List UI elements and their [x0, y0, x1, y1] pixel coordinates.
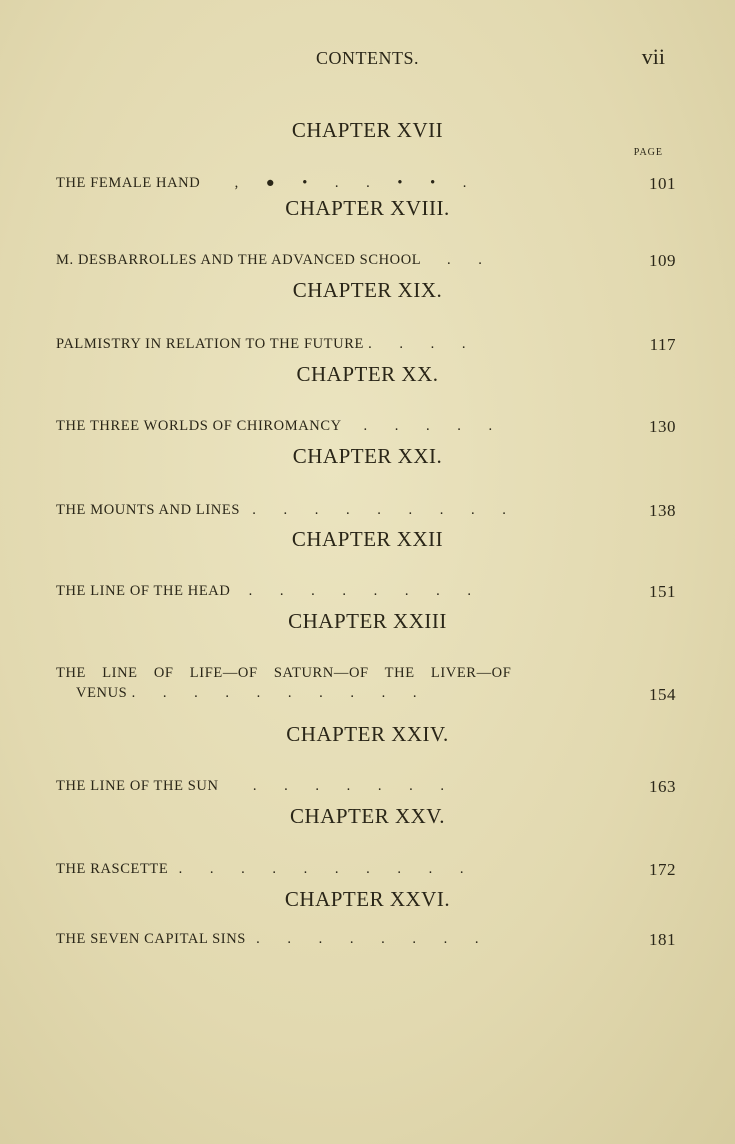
- entry-page: 151: [649, 582, 676, 601]
- toc-entry: [56, 175, 676, 192]
- toc-entry: [56, 583, 676, 600]
- leader-dots: . . . . . . .: [252, 778, 456, 794]
- entry-title: THE LINE OF LIFE—OF SATURN—OF THE LIVER—OF: [56, 665, 512, 681]
- chapter-heading: CHAPTER XXIV.: [286, 722, 449, 746]
- toc-entry: [56, 778, 676, 795]
- page-column-label: PAGE: [633, 147, 663, 158]
- toc-entry: [56, 252, 676, 269]
- entry-title: THE MOUNTS AND LINES: [56, 502, 240, 518]
- entry-page: 154: [649, 685, 676, 704]
- toc-entry: [56, 931, 676, 948]
- entry-title: THE SEVEN CAPITAL SINS: [56, 931, 246, 947]
- chapter-heading: CHAPTER XXI.: [292, 444, 443, 468]
- entry-page: 101: [649, 174, 676, 193]
- chapter-heading: CHAPTER XXIII: [288, 609, 447, 633]
- leader-dots: . . . . . . . . .: [252, 502, 518, 518]
- leader-dots: . . . . .: [363, 418, 505, 434]
- entry-title: THE RASCETTE: [56, 861, 169, 877]
- chapter-heading: CHAPTER XVII: [291, 118, 444, 142]
- leader-dots: . . . .: [368, 336, 478, 352]
- leader-dots: . . . . . . . .: [248, 583, 484, 599]
- toc-entry: [56, 418, 676, 435]
- entry-title: THE LINE OF THE HEAD: [56, 583, 231, 599]
- toc-entry: [56, 861, 676, 878]
- entry-title: M. DESBARROLLES AND THE ADVANCED SCHOOL: [56, 252, 421, 268]
- leader-dots: . .: [446, 252, 494, 268]
- entry-title: THE THREE WORLDS OF CHIROMANCY: [56, 418, 342, 434]
- running-title: CONTENTS.: [316, 48, 419, 68]
- entry-page: 130: [649, 417, 676, 436]
- entry-page: 138: [649, 501, 676, 520]
- chapter-heading: CHAPTER XIX.: [292, 278, 443, 302]
- chapter-heading: CHAPTER XXII: [291, 527, 444, 551]
- entry-page: 181: [649, 930, 676, 949]
- toc-entry: [56, 336, 676, 353]
- leader-dots: , ● • . . • • .: [234, 175, 479, 191]
- entry-page: 172: [649, 860, 676, 879]
- toc-entry: [56, 665, 676, 702]
- page-number: vii: [641, 44, 665, 69]
- entry-title: THE FEMALE HAND: [56, 175, 201, 191]
- leader-dots: . . . . . . . .: [256, 931, 491, 947]
- toc-entry: [56, 502, 676, 519]
- entry-page: 117: [649, 335, 676, 354]
- leader-dots: . . . . . . . . . .: [131, 685, 429, 701]
- chapter-heading: CHAPTER XVIII.: [285, 196, 450, 220]
- chapter-heading: CHAPTER XXV.: [290, 804, 445, 828]
- entry-title: THE LINE OF THE SUN: [56, 778, 219, 794]
- page-header: [0, 44, 735, 74]
- entry-title-continued: VENUS: [76, 685, 128, 701]
- entry-title: PALMISTRY IN RELATION TO THE FUTURE: [56, 336, 364, 352]
- chapter-heading: CHAPTER XX.: [296, 362, 439, 386]
- chapter-heading: CHAPTER XXVI.: [284, 887, 451, 911]
- leader-dots: . . . . . . . . . .: [178, 861, 476, 877]
- entry-page: 109: [649, 251, 676, 270]
- entry-page: 163: [649, 777, 676, 796]
